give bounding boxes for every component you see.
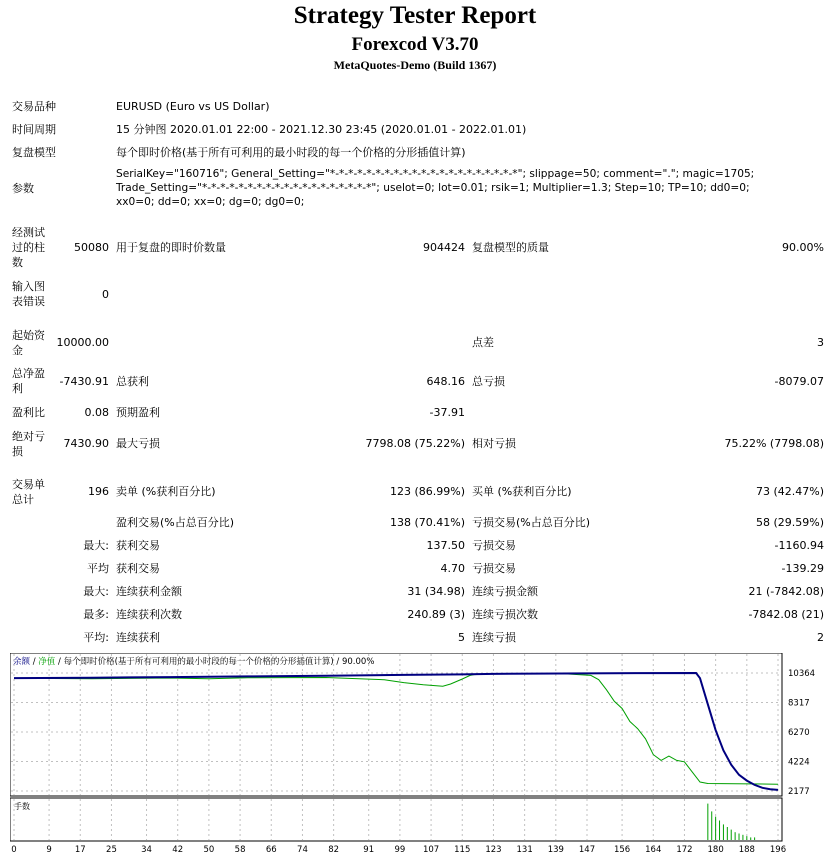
spread-value: 3 [817, 336, 824, 349]
x-tick-label: 42 [172, 845, 184, 854]
total-trades-value: 196 [88, 485, 109, 498]
bars-label: 数 [12, 256, 23, 269]
gross-loss-value: -8079.07 [774, 375, 824, 388]
model-value: 每个即时价格(基于所有可利用的最小时段的每一个价格的分形插值计算) [116, 146, 466, 159]
abs-drawdown-label: 损 [12, 445, 23, 458]
x-tick-label: 9 [46, 845, 52, 854]
max-consecutive-loss-label: 连续亏损金额 [472, 585, 538, 598]
expert-name: Forexcod V3.70 [351, 34, 479, 55]
net-profit-label: 总净盈 [12, 367, 45, 380]
chart-canvas [10, 653, 823, 854]
profit-trades-value: 138 (70.41%) [389, 516, 465, 529]
rel-drawdown-label: 相对亏损 [472, 437, 516, 450]
x-tick-label: 164 [645, 845, 662, 854]
x-tick-label: 131 [516, 845, 533, 854]
max-consecutive-prefix: 最大: [83, 585, 109, 598]
legend-model: / 每个即时价格(基于所有可利用的最小时段的每一个价格的分形插值计算) / 90.00% [58, 657, 375, 667]
average-loss-value: -139.29 [781, 562, 824, 575]
max-consecutive-loss-value: 21 (-7842.08) [748, 585, 824, 598]
period-value: 15 分钟图 2020.01.01 22:00 - 2021.12.30 23:45 (2020.01.01 - 2022.01.01) [116, 123, 527, 136]
legend-balance: 余额 [13, 657, 31, 667]
lots-plot-frame [10, 798, 782, 841]
max-drawdown-label: 最大亏损 [116, 437, 160, 450]
payoff-label: 预期盈利 [116, 406, 160, 419]
deposit-label: 起始资 [12, 329, 45, 342]
average-consecutive-wins-value: 5 [458, 631, 465, 644]
chart-legend [13, 656, 374, 667]
bars-value: 50080 [74, 241, 109, 254]
most-consecutive-wins-value: 240.89 (3) [407, 608, 465, 621]
most-consecutive-losses-value: -7842.08 (21) [748, 608, 824, 621]
long-trades-label: 买单 (%获利百分比) [472, 485, 572, 498]
model-label: 复盘模型 [12, 146, 56, 159]
x-tick-label: 115 [454, 845, 471, 854]
net-profit-label: 利 [12, 382, 23, 395]
gross-loss-label: 总亏损 [472, 375, 505, 388]
largest-prefix: 最大: [83, 539, 109, 552]
ticks-label: 用于复盘的即时价数量 [116, 241, 226, 254]
profit-factor-value: 0.08 [84, 406, 109, 419]
payoff-value: -37.91 [429, 406, 465, 419]
average-consecutive-prefix: 平均: [83, 631, 109, 644]
x-tick-label: 188 [738, 845, 755, 854]
params-line-1: SerialKey="160716"; General_Setting="*-*-*-*-*-*-*-*-*-*-*-*-*-*-*-*-*-*-*-*-*"; slippage=50; comment="."; magic=1705; [116, 168, 755, 180]
quality-label: 复盘模型的质量 [472, 241, 549, 254]
loss-trades-value: 58 (29.59%) [755, 516, 824, 529]
x-tick-label: 123 [485, 845, 502, 854]
profit-factor-label: 盈利比 [12, 406, 45, 419]
x-tick-label: 99 [394, 845, 406, 854]
largest-profit-value: 137.50 [426, 539, 465, 552]
x-tick-label: 91 [363, 845, 375, 854]
abs-drawdown-label: 绝对亏 [12, 430, 45, 443]
errors-value: 0 [102, 288, 109, 301]
gross-profit-value: 648.16 [426, 375, 465, 388]
x-tick-label: 0 [11, 845, 17, 854]
max-consecutive-profit-label: 连续获利金额 [116, 585, 182, 598]
average-prefix: 平均 [87, 562, 109, 575]
net-profit-value: -7430.91 [59, 375, 109, 388]
x-tick-label: 139 [547, 845, 564, 854]
symbol-value: EURUSD (Euro vs US Dollar) [116, 100, 270, 113]
deposit-value: 10000.00 [56, 336, 109, 349]
average-profit-value: 4.70 [440, 562, 465, 575]
x-tick-label: 66 [265, 845, 277, 854]
legend-equity: 净值 [38, 657, 56, 667]
largest-loss-label: 亏损交易 [472, 539, 516, 552]
lots-label: 手数 [14, 802, 30, 811]
largest-loss-value: -1160.94 [774, 539, 824, 552]
bars-label: 经测试 [12, 226, 45, 239]
largest-profit-label: 获利交易 [116, 539, 160, 552]
most-consecutive-prefix: 最多: [83, 608, 109, 621]
y-tick-label: 8317 [788, 698, 810, 709]
deposit-label: 金 [12, 344, 23, 357]
x-tick-label: 74 [297, 845, 308, 854]
symbol-label: 交易品种 [12, 100, 56, 113]
most-consecutive-wins-label: 连续获利次数 [116, 608, 182, 621]
x-tick-label: 34 [141, 845, 152, 854]
params-label: 参数 [12, 182, 34, 195]
period-label: 时间周期 [12, 123, 56, 136]
average-consecutive-wins-label: 连续获利 [116, 631, 160, 644]
quality-value: 90.00% [782, 241, 824, 254]
loss-trades-label: 亏损交易(%占总百分比) [472, 516, 591, 529]
total-trades-label: 交易单 [12, 478, 45, 491]
average-consecutive-losses-value: 2 [817, 631, 824, 644]
server-build: MetaQuotes-Demo (Build 1367) [333, 58, 497, 72]
gross-profit-label: 总获利 [116, 375, 149, 388]
x-tick-label: 25 [106, 845, 117, 854]
x-tick-label: 156 [613, 845, 631, 854]
average-loss-label: 亏损交易 [472, 562, 516, 575]
errors-label: 输入图 [12, 280, 45, 293]
most-consecutive-losses-label: 连续亏损次数 [472, 608, 538, 621]
x-tick-label: 147 [578, 845, 596, 854]
short-trades-label: 卖单 (%获利百分比) [116, 485, 216, 498]
rel-drawdown-value: 75.22% (7798.08) [724, 437, 824, 450]
errors-label: 表错误 [12, 295, 45, 308]
total-trades-label: 总计 [12, 493, 34, 506]
balance-equity-chart [10, 653, 823, 854]
legend-separator: / [32, 657, 36, 667]
spread-label: 点差 [472, 336, 494, 349]
profit-trades-label: 盈利交易(%占总百分比) [116, 516, 235, 529]
y-tick-label: 2177 [788, 787, 810, 797]
max-consecutive-profit-value: 31 (34.98) [407, 585, 465, 598]
x-tick-label: 172 [676, 845, 693, 854]
params-line-3: xx0=0; dd=0; xx=0; dg=0; dg0=0; [116, 196, 305, 208]
y-tick-label: 10364 [788, 669, 816, 679]
x-tick-label: 107 [422, 845, 440, 854]
x-tick-label: 82 [328, 845, 340, 854]
x-tick-label: 17 [74, 845, 86, 854]
x-tick-label: 196 [769, 845, 787, 854]
y-tick-label: 6270 [788, 728, 810, 739]
report-title: Strategy Tester Report [293, 2, 537, 29]
bars-label: 过的柱 [12, 241, 45, 254]
average-consecutive-losses-label: 连续亏损 [472, 631, 516, 644]
y-tick-label: 4224 [788, 757, 810, 768]
x-tick-label: 50 [203, 845, 215, 854]
short-trades-value: 123 (86.99%) [389, 485, 465, 498]
average-profit-label: 获利交易 [116, 562, 160, 575]
abs-drawdown-value: 7430.90 [63, 437, 109, 450]
x-tick-label: 58 [234, 845, 246, 854]
params-line-2: Trade_Setting="*-*-*-*-*-*-*-*-*-*-*-*-*-*-*-*-*-*-*"; uselot=0; lot=0.01; rsik=1; Multiplier=1.3; Step=10; TP=10; dd0=0; [116, 182, 750, 194]
x-tick-label: 180 [707, 845, 724, 854]
long-trades-value: 73 (42.47%) [755, 485, 824, 498]
max-drawdown-value: 7798.08 (75.22%) [365, 437, 465, 450]
ticks-value: 904424 [423, 241, 465, 254]
